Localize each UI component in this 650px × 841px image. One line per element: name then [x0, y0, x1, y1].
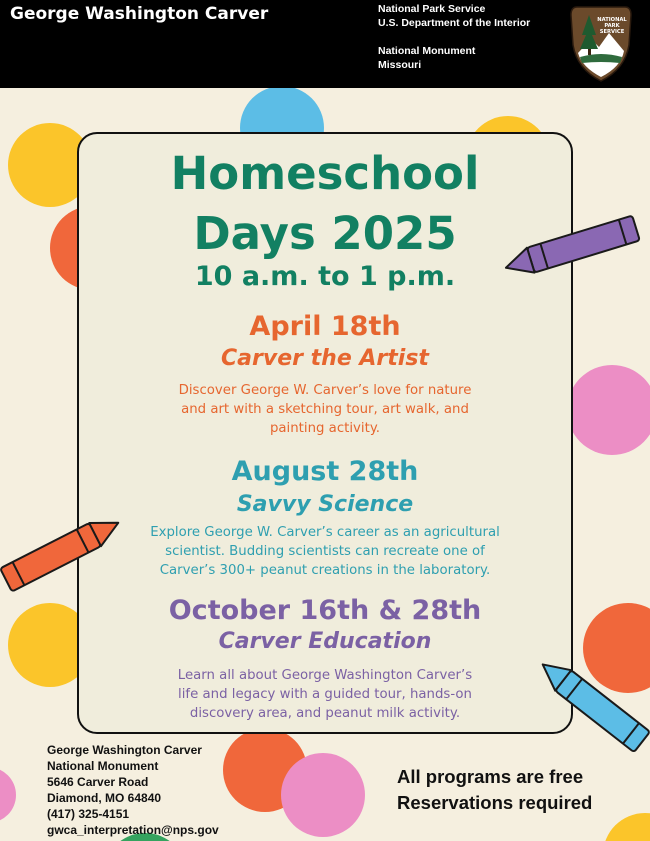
reservations-required-text: Reservations required — [397, 792, 593, 813]
session-3-date: October 16th & 28th — [168, 595, 482, 626]
agency-info — [378, 2, 530, 72]
decor-dot-pink — [0, 767, 16, 823]
nps-arrowhead-logo-icon[interactable] — [569, 3, 633, 83]
header-bar — [0, 0, 650, 88]
program-notice — [397, 764, 592, 816]
logo-text-line1: NATIONAL — [597, 17, 627, 23]
programs-free-text: All programs are free — [397, 766, 584, 787]
session-3-program: Carver Education — [218, 629, 432, 654]
agency-name: National Park Service — [378, 3, 486, 15]
logo-text-line2: PARK — [604, 23, 620, 29]
agency-department: U.S. Department of the Interior — [378, 17, 531, 29]
decor-dot-yellow — [603, 813, 650, 841]
event-card — [77, 132, 573, 734]
site-title[interactable]: George Washington Carver — [10, 4, 269, 24]
contact-city: Diamond, MO 64840 — [47, 791, 162, 805]
unit-type: National Monument — [378, 45, 476, 57]
unit-state: Missouri — [378, 59, 422, 71]
session-2-program: Savvy Science — [236, 492, 414, 517]
decor-dot-pink — [281, 753, 365, 837]
session-1-program: Carver the Artist — [221, 346, 429, 371]
contact-email[interactable]: gwca_interpretation@nps.gov — [47, 823, 219, 837]
decor-dot-pink — [567, 365, 650, 455]
contact-park-name: George Washington Carver — [47, 743, 202, 757]
event-hours: 10 a.m. to 1 p.m. — [194, 261, 456, 292]
title-line-2: Days 2025 — [193, 207, 457, 260]
logo-text-line3: SERVICE — [599, 29, 625, 35]
session-2-description: Explore George W. Carver’s career as an agricultural scientist. Budding scientists can recreate one of Carver’s 300+ peanut creations in the laboratory. — [150, 525, 500, 578]
decor-dot-orange — [583, 603, 650, 693]
contact-phone[interactable]: (417) 325-4151 — [47, 807, 130, 821]
session-1-date: April 18th — [249, 311, 401, 342]
session-3-description: Learn all about George Washington Carver’s life and legacy with a guided tour, hands-on discovery area, and peanut milk activity. — [177, 668, 473, 721]
contact-address — [47, 742, 219, 838]
contact-street: 5646 Carver Road — [47, 775, 149, 789]
event-title — [79, 144, 571, 264]
session-2-date: August 28th — [231, 456, 419, 487]
session-1-description: Discover George W. Carver’s love for nature and art with a sketching tour, art walk, and painting activity. — [178, 383, 472, 436]
contact-unit: National Monument — [47, 759, 159, 773]
title-line-1: Homeschool — [170, 147, 480, 200]
